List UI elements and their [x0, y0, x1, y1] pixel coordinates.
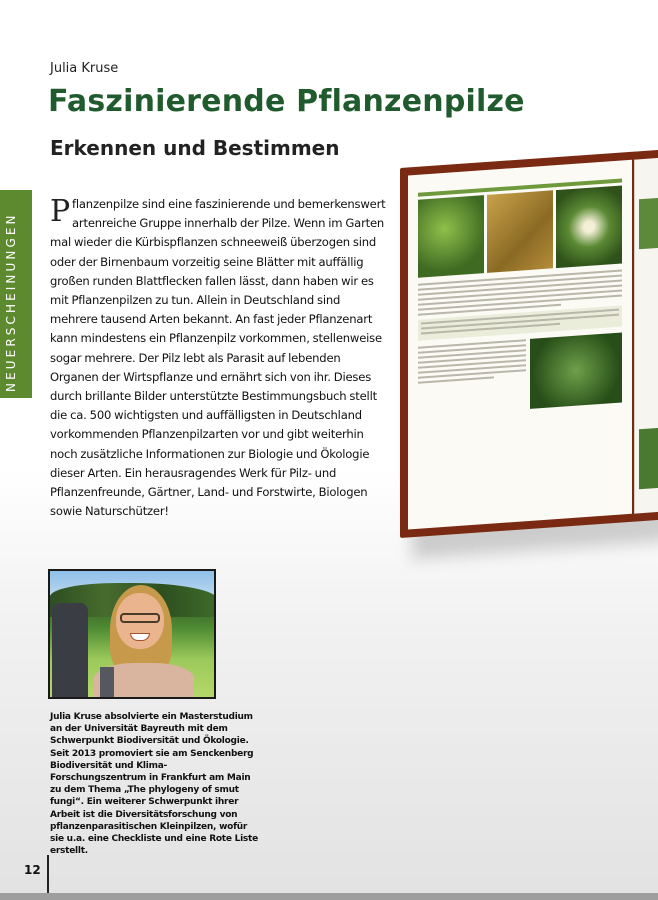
section-label: NEUERSCHEINUNGEN [4, 212, 18, 392]
author-name: Julia Kruse [50, 61, 119, 76]
glasses-icon [120, 613, 160, 623]
book-page-left [408, 160, 632, 530]
book-photo-flower [556, 185, 622, 268]
article-body [50, 195, 390, 521]
book-page-right [634, 158, 658, 514]
book-right-photo-2 [639, 428, 658, 490]
bottom-bar [0, 893, 658, 900]
book-photo-leaves [530, 332, 622, 408]
page-title: Faszinierende Pflanzenpilze [48, 84, 525, 119]
author-photo [48, 569, 216, 699]
book-photo-closeup [487, 190, 553, 273]
book-photo-leaf [418, 195, 484, 278]
book-section-2 [418, 332, 622, 416]
author-bio: Julia Kruse absolvierte ein Masterstudium an der Universität Bayreuth mit dem Schwerpunkt Biodiversität und Ökologie. Seit 2013 promoviert sie am Senckenberg Biodiversität und Klima-Forschungszentrum in Frankfurt am Main zu dem Thema „The phylogeny of smut fungi“. Ein weiterer Schwerpunkt ihrer Arbeit ist die Diversitätsforschung von pflanzenparasitischen Kleinpilzen, wofür sie u.a. eine Checkliste und eine Rote Liste erstellt. [50, 712, 258, 857]
book-photo-row [418, 185, 622, 277]
book-image [400, 149, 658, 538]
book-right-photo [639, 198, 658, 250]
backpack-icon [52, 603, 88, 699]
page-subtitle: Erkennen und Bestimmen [50, 136, 340, 160]
page-number-rule [47, 855, 49, 893]
page-number: 12 [24, 863, 41, 877]
drop-cap: P [50, 194, 70, 229]
article-text: flanzenpilze sind eine faszinierende und bemerkenswert artenreiche Gruppe innerhalb der Pilze. Wenn im Garten mal wieder die Kürbispflanzen schneeweiß überzogen sind oder der Birnenbaum vorzeitig seine Blätter mit auffällig großen runden Blattflecken fallen lässt, dann haben wir es mit Pflanzenpilzen zu tun. Allein in Deutschland sind mehrere tausend Arten bekannt. An fast jeder Pflanzenart kann mindestens ein Pflanzenpilz vorkommen, stellenweise sogar mehrere. Der Pilz lebt als Parasit auf lebenden Organen der Wirtspflanze und ernährt sich von ihr. Dieses durch brillante Bilder unterstützte Bestimmungsbuch stellt die ca. 500 wichtigsten und auffälligsten in Deutschland vorkommenden Pflanzenpilzarten vor und gibt weiterhin noch zusätzliche Informationen zur Biologie und Ökologie dieser Arten. Ein herausragendes Werk für Pilz- und Pflanzenfreunde, Gärtner, Land- und Forstwirte, Biologen sowie Naturschützer! [50, 197, 386, 519]
